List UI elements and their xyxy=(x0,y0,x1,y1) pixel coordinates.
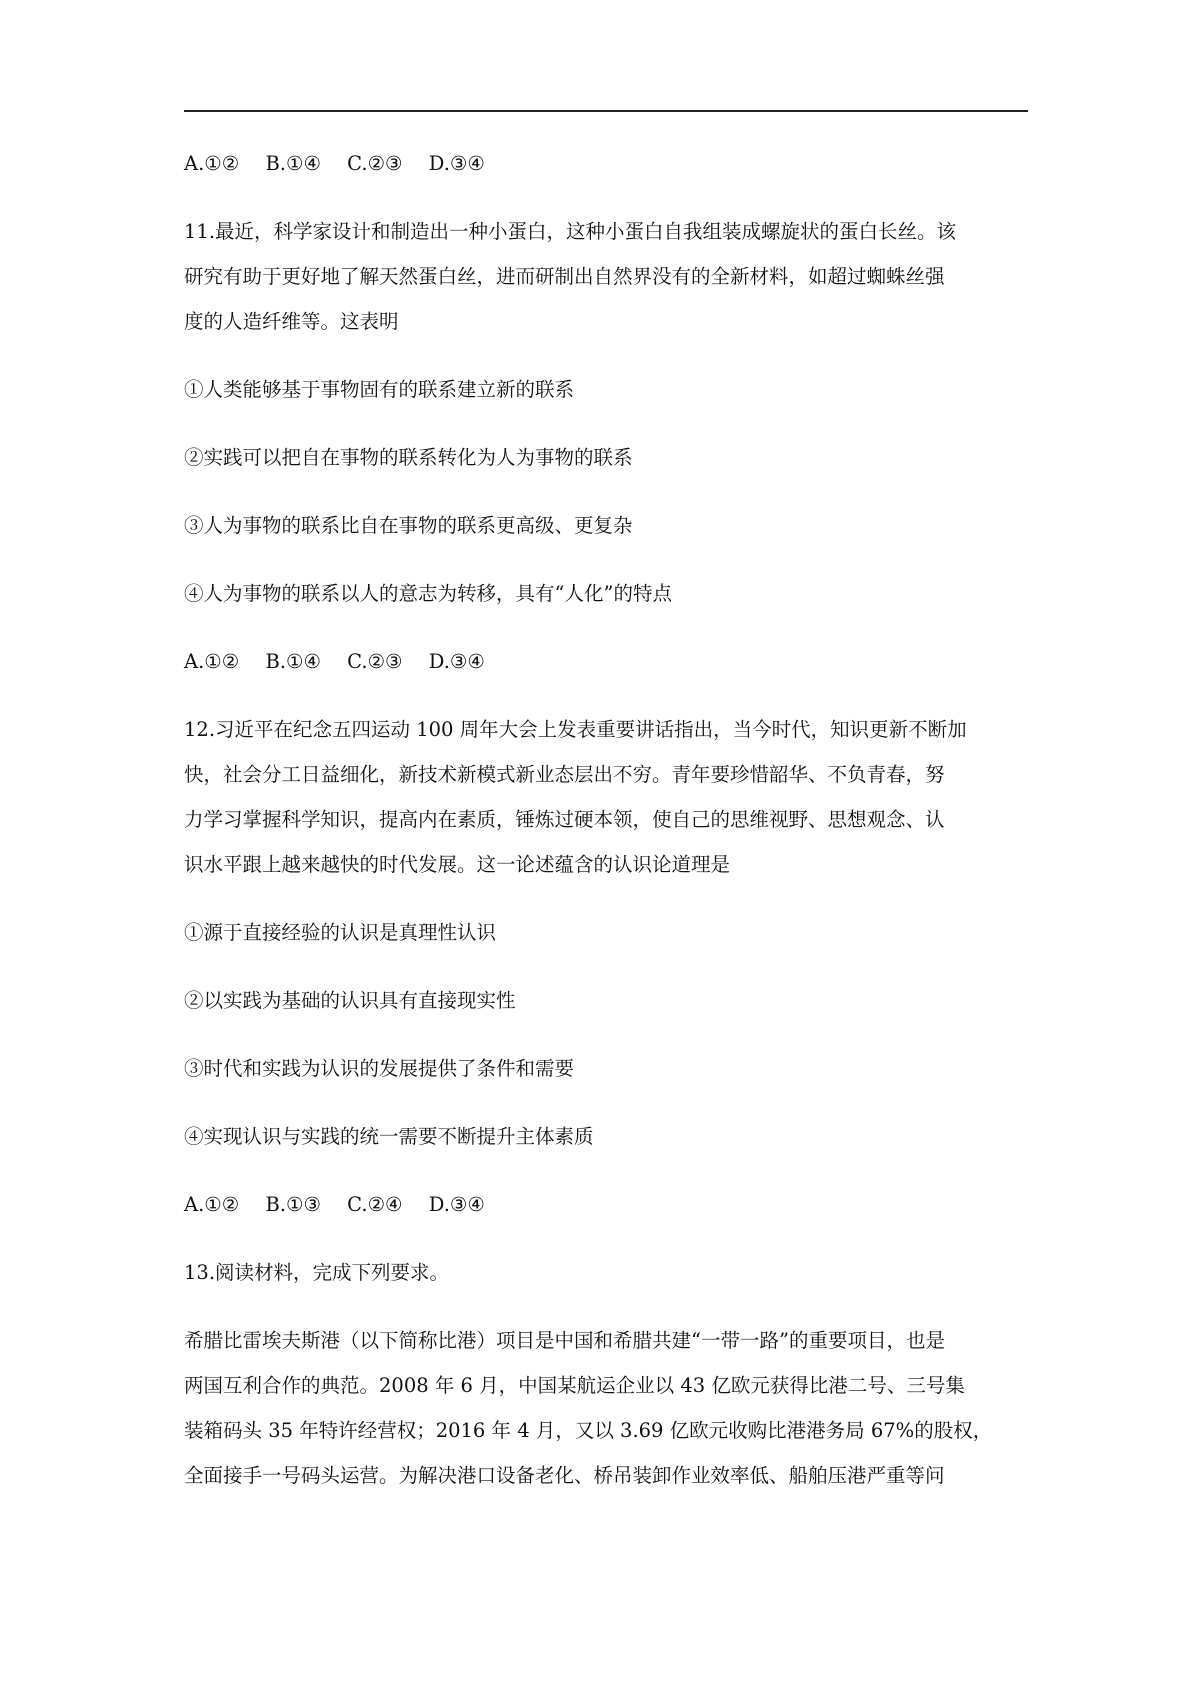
q12-option-2: ②以实践为基础的认识具有直接现实性 xyxy=(184,989,516,1012)
q11-choice-a: A.①② xyxy=(184,650,240,673)
q11-option-1: ①人类能够基于事物固有的联系建立新的联系 xyxy=(184,378,575,401)
q10-choice-c: C.②③ xyxy=(347,152,403,175)
q11-stem-line-1: 11.最近，科学家设计和制造出一种小蛋白，这种小蛋白自我组装成螺旋状的蛋白长丝。该 xyxy=(184,220,957,243)
q11-option-2: ②实践可以把自在事物的联系转化为人为事物的联系 xyxy=(184,446,633,469)
q12-stem-line-1: 12.习近平在纪念五四运动 100 周年大会上发表重要讲话指出，当今时代，知识更新不断加 xyxy=(184,718,967,741)
q13-stem: 13.阅读材料，完成下列要求。 xyxy=(184,1261,450,1284)
q13-material-line-3: 装箱码头 35 年特许经营权；2016 年 4 月，又以 3.69 亿欧元收购比港港务局 67%的股权， xyxy=(184,1419,993,1442)
q13-material-line-4: 全面接手一号码头运营。为解决港口设备老化、桥吊装卸作业效率低、船舶压港严重等问 xyxy=(184,1464,945,1487)
q11-stem-line-3: 度的人造纤维等。这表明 xyxy=(184,310,399,333)
q13-material-line-1: 希腊比雷埃夫斯港（以下简称比港）项目是中国和希腊共建“一带一路”的重要项目，也是 xyxy=(184,1329,945,1352)
q12-choices xyxy=(184,1193,1028,1217)
q12-stem-line-3: 力学习掌握科学知识，提高内在素质，锤炼过硬本领，使自己的思维视野、思想观念、认 xyxy=(184,808,945,831)
q12-option-3: ③时代和实践为认识的发展提供了条件和需要 xyxy=(184,1057,575,1080)
q12-choice-d: D.③④ xyxy=(428,1193,485,1216)
header-rule xyxy=(184,110,1028,112)
q12-stem-line-4: 识水平跟上越来越快的时代发展。这一论述蕴含的认识论道理是 xyxy=(184,853,731,876)
q11-choice-b: B.①④ xyxy=(265,650,321,673)
q10-choices xyxy=(184,152,1028,176)
q12-choice-a: A.①② xyxy=(184,1193,240,1216)
q11-choice-d: D.③④ xyxy=(428,650,485,673)
q10-choice-d: D.③④ xyxy=(428,152,485,175)
q12-option-1: ①源于直接经验的认识是真理性认识 xyxy=(184,921,497,944)
page-content xyxy=(184,152,1028,1488)
q10-choice-b: B.①④ xyxy=(265,152,321,175)
q12-option-4: ④实现认识与实践的统一需要不断提升主体素质 xyxy=(184,1125,594,1148)
q11-stem-line-2: 研究有助于更好地了解天然蛋白丝，进而研制出自然界没有的全新材料，如超过蜘蛛丝强 xyxy=(184,265,945,288)
q11-option-3: ③人为事物的联系比自在事物的联系更高级、更复杂 xyxy=(184,514,633,537)
q13-material-line-2: 两国互利合作的典范。2008 年 6 月，中国某航运企业以 43 亿欧元获得比港二号、三号集 xyxy=(184,1374,965,1397)
q12-stem-line-2: 快，社会分工日益细化，新技术新模式新业态层出不穷。青年要珍惜韶华、不负青春，努 xyxy=(184,763,945,786)
q11-choices xyxy=(184,650,1028,674)
q10-choice-a: A.①② xyxy=(184,152,240,175)
q11-choice-c: C.②③ xyxy=(347,650,403,673)
q12-choice-c: C.②④ xyxy=(347,1193,403,1216)
q11-option-4: ④人为事物的联系以人的意志为转移，具有“人化”的特点 xyxy=(184,582,672,605)
q12-choice-b: B.①③ xyxy=(265,1193,321,1216)
